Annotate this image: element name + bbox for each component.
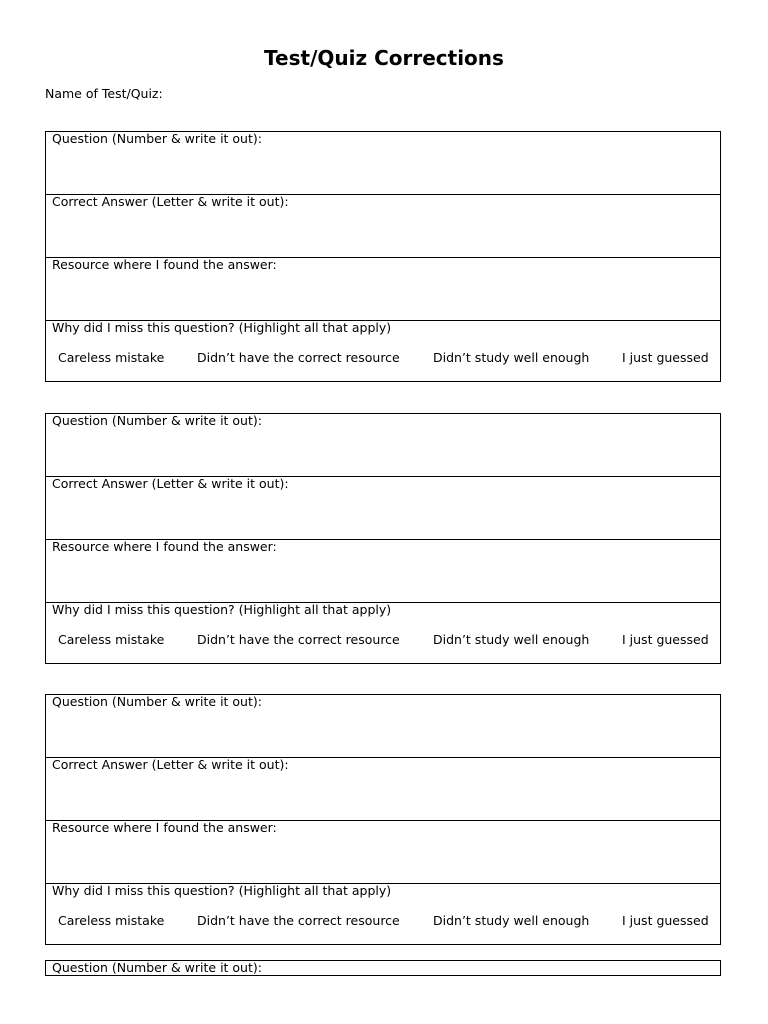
question-label: Question (Number & write it out): bbox=[52, 413, 262, 428]
correct-answer-label: Correct Answer (Letter & write it out): bbox=[52, 194, 289, 209]
option-didnt-study[interactable]: Didn’t study well enough bbox=[433, 913, 590, 928]
correct-answer-label: Correct Answer (Letter & write it out): bbox=[52, 757, 289, 772]
miss-reason-label: Why did I miss this question? (Highlight all that apply) bbox=[52, 602, 392, 617]
option-just-guessed[interactable]: I just guessed bbox=[622, 913, 709, 928]
correct-answer-field[interactable] bbox=[46, 477, 720, 540]
correct-answer-label: Correct Answer (Letter & write it out): bbox=[52, 476, 289, 491]
miss-reason-section bbox=[46, 321, 720, 381]
question-label: Question (Number & write it out): bbox=[52, 694, 262, 709]
question-label: Question (Number & write it out): bbox=[52, 960, 262, 975]
option-careless-mistake[interactable]: Careless mistake bbox=[58, 632, 165, 647]
resource-field[interactable] bbox=[46, 540, 720, 603]
option-careless-mistake[interactable]: Careless mistake bbox=[58, 913, 165, 928]
option-no-correct-resource[interactable]: Didn’t have the correct resource bbox=[197, 632, 400, 647]
question-field[interactable] bbox=[46, 414, 720, 477]
correct-answer-field[interactable] bbox=[46, 758, 720, 821]
resource-field[interactable] bbox=[46, 821, 720, 884]
resource-label: Resource where I found the answer: bbox=[52, 257, 277, 272]
resource-field[interactable] bbox=[46, 258, 720, 321]
question-field[interactable] bbox=[46, 695, 720, 758]
correct-answer-field[interactable] bbox=[46, 195, 720, 258]
miss-reason-label: Why did I miss this question? (Highlight all that apply) bbox=[52, 883, 392, 898]
correction-block bbox=[45, 694, 721, 945]
test-name-field[interactable]: Name of Test/Quiz: bbox=[45, 86, 163, 101]
miss-reason-label: Why did I miss this question? (Highlight all that apply) bbox=[52, 320, 392, 335]
miss-reason-section bbox=[46, 884, 720, 944]
option-no-correct-resource[interactable]: Didn’t have the correct resource bbox=[197, 913, 400, 928]
partial-question-field[interactable] bbox=[45, 960, 721, 976]
option-careless-mistake[interactable]: Careless mistake bbox=[58, 350, 165, 365]
option-just-guessed[interactable]: I just guessed bbox=[622, 632, 709, 647]
page-title: Test/Quiz Corrections bbox=[264, 46, 504, 70]
question-field[interactable] bbox=[46, 132, 720, 195]
correction-block bbox=[45, 131, 721, 382]
question-label: Question (Number & write it out): bbox=[52, 131, 262, 146]
resource-label: Resource where I found the answer: bbox=[52, 539, 277, 554]
resource-label: Resource where I found the answer: bbox=[52, 820, 277, 835]
miss-reason-section bbox=[46, 603, 720, 663]
option-didnt-study[interactable]: Didn’t study well enough bbox=[433, 350, 590, 365]
option-just-guessed[interactable]: I just guessed bbox=[622, 350, 709, 365]
option-didnt-study[interactable]: Didn’t study well enough bbox=[433, 632, 590, 647]
correction-block bbox=[45, 413, 721, 664]
option-no-correct-resource[interactable]: Didn’t have the correct resource bbox=[197, 350, 400, 365]
